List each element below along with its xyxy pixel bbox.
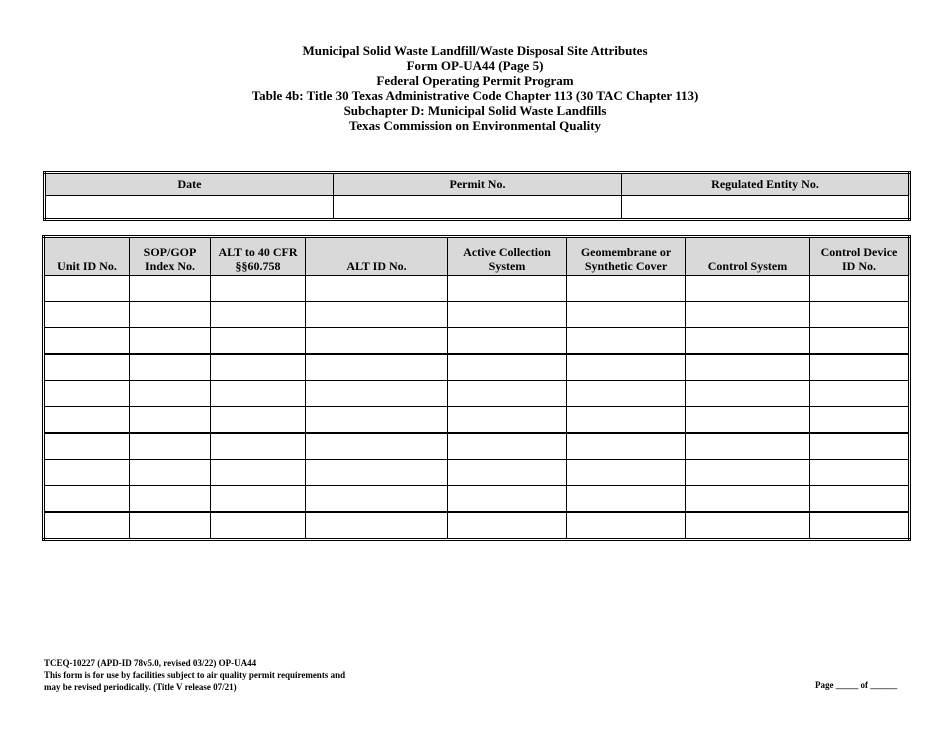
table-cell[interactable] — [686, 433, 810, 460]
table-cell[interactable] — [130, 433, 211, 460]
table-cell[interactable] — [810, 302, 910, 328]
table-cell[interactable] — [448, 460, 567, 486]
table-cell[interactable] — [810, 486, 910, 513]
table-row — [44, 433, 910, 460]
table-cell[interactable] — [686, 512, 810, 540]
table-cell[interactable] — [130, 302, 211, 328]
date-field[interactable] — [45, 196, 334, 220]
table-row — [44, 354, 910, 381]
table-cell[interactable] — [44, 328, 130, 355]
table-row — [44, 302, 910, 328]
table-cell[interactable] — [44, 486, 130, 513]
unit-id-header: Unit ID No. — [44, 237, 130, 276]
table-cell[interactable] — [44, 512, 130, 540]
table-cell[interactable] — [306, 276, 448, 302]
table-cell[interactable] — [306, 354, 448, 381]
table-cell[interactable] — [448, 302, 567, 328]
table-cell[interactable] — [567, 276, 686, 302]
table-cell[interactable] — [44, 302, 130, 328]
permit-no-header: Permit No. — [334, 173, 622, 196]
table-cell[interactable] — [448, 381, 567, 407]
table-cell[interactable] — [130, 460, 211, 486]
table-cell[interactable] — [810, 354, 910, 381]
table-cell[interactable] — [686, 460, 810, 486]
table-cell[interactable] — [130, 381, 211, 407]
table-cell[interactable] — [567, 486, 686, 513]
table-cell[interactable] — [306, 381, 448, 407]
geomembrane-header: Geomembrane or Synthetic Cover — [567, 237, 686, 276]
table-cell[interactable] — [211, 381, 306, 407]
alt-40cfr-header: ALT to 40 CFR §§60.758 — [211, 237, 306, 276]
table-cell[interactable] — [211, 328, 306, 355]
program-name: Federal Operating Permit Program — [376, 73, 574, 88]
table-cell[interactable] — [130, 407, 211, 434]
table-cell[interactable] — [448, 486, 567, 513]
table-cell[interactable] — [211, 354, 306, 381]
table-cell[interactable] — [686, 354, 810, 381]
table-cell[interactable] — [211, 407, 306, 434]
unit-attributes-table — [42, 235, 911, 541]
table-cell[interactable] — [211, 276, 306, 302]
table-cell[interactable] — [448, 433, 567, 460]
table-row — [44, 276, 910, 302]
active-collection-header: Active Collection System — [448, 237, 567, 276]
table-cell[interactable] — [448, 328, 567, 355]
form-title: Municipal Solid Waste Landfill/Waste Disposal Site Attributes — [302, 43, 648, 58]
table-cell[interactable] — [44, 381, 130, 407]
table-cell[interactable] — [810, 512, 910, 540]
table-cell[interactable] — [686, 486, 810, 513]
table-cell[interactable] — [448, 512, 567, 540]
table-cell[interactable] — [810, 433, 910, 460]
table-cell[interactable] — [130, 328, 211, 355]
permit-info-table — [43, 171, 911, 221]
table-cell[interactable] — [567, 328, 686, 355]
table-cell[interactable] — [810, 407, 910, 434]
table-cell[interactable] — [810, 460, 910, 486]
table-cell[interactable] — [44, 276, 130, 302]
table-row — [44, 407, 910, 434]
table-cell[interactable] — [810, 276, 910, 302]
table-cell[interactable] — [211, 433, 306, 460]
table-title: Table 4b: Title 30 Texas Administrative Code Chapter 113 (30 TAC Chapter 113) — [251, 88, 699, 103]
regulated-entity-field[interactable] — [622, 196, 910, 220]
table-cell[interactable] — [686, 302, 810, 328]
table-cell[interactable] — [211, 512, 306, 540]
table-cell[interactable] — [211, 302, 306, 328]
table-cell[interactable] — [306, 302, 448, 328]
table-cell[interactable] — [306, 407, 448, 434]
table-cell[interactable] — [686, 381, 810, 407]
table-cell[interactable] — [567, 433, 686, 460]
table-cell[interactable] — [211, 486, 306, 513]
form-number: Form OP-UA44 (Page 5) — [406, 58, 544, 73]
table-cell[interactable] — [130, 354, 211, 381]
table-cell[interactable] — [306, 433, 448, 460]
table-cell[interactable] — [567, 381, 686, 407]
table-cell[interactable] — [306, 512, 448, 540]
table-row — [44, 328, 910, 355]
form-footer — [44, 657, 345, 693]
table-cell[interactable] — [686, 407, 810, 434]
table-cell[interactable] — [448, 354, 567, 381]
table-cell[interactable] — [130, 276, 211, 302]
table-cell[interactable] — [306, 328, 448, 355]
table-row — [44, 512, 910, 540]
table-cell[interactable] — [567, 460, 686, 486]
permit-no-field[interactable] — [334, 196, 622, 220]
page-number: Page _____ of ______ — [815, 680, 898, 690]
table-row — [44, 460, 910, 486]
table-cell[interactable] — [130, 486, 211, 513]
table-cell[interactable] — [810, 381, 910, 407]
table-cell[interactable] — [130, 512, 211, 540]
table-cell[interactable] — [567, 302, 686, 328]
table-cell[interactable] — [306, 486, 448, 513]
table-cell[interactable] — [306, 460, 448, 486]
table-cell[interactable] — [44, 407, 130, 434]
table-cell[interactable] — [567, 512, 686, 540]
table-cell[interactable] — [810, 328, 910, 355]
table-cell[interactable] — [211, 460, 306, 486]
date-header: Date — [45, 173, 334, 196]
agency-name: Texas Commission on Environmental Quality — [348, 118, 602, 133]
table-row — [44, 486, 910, 513]
table-cell[interactable] — [686, 328, 810, 355]
table-cell[interactable] — [567, 354, 686, 381]
table-cell[interactable] — [448, 407, 567, 434]
control-device-header: Control Device ID No. — [810, 237, 910, 276]
table-cell[interactable] — [44, 354, 130, 381]
table-cell[interactable] — [448, 276, 567, 302]
table-cell[interactable] — [44, 433, 130, 460]
sop-gop-index-header: SOP/GOP Index No. — [130, 237, 211, 276]
subchapter-title: Subchapter D: Municipal Solid Waste Landfills — [343, 103, 607, 118]
table-cell[interactable] — [44, 460, 130, 486]
form-revision: TCEQ-10227 (APD-ID 78v5.0, revised 03/22) OP-UA44 — [44, 658, 257, 668]
form-header — [0, 43, 950, 133]
table-row — [44, 381, 910, 407]
control-system-header: Control System — [686, 237, 810, 276]
form-usage-note: This form is for use by facilities subject to air quality permit requirements and — [44, 670, 346, 680]
table-cell[interactable] — [686, 276, 810, 302]
form-revision-note: may be revised periodically. (Title V release 07/21) — [44, 682, 237, 692]
alt-id-header: ALT ID No. — [306, 237, 448, 276]
regulated-entity-header: Regulated Entity No. — [622, 173, 910, 196]
table-cell[interactable] — [567, 407, 686, 434]
